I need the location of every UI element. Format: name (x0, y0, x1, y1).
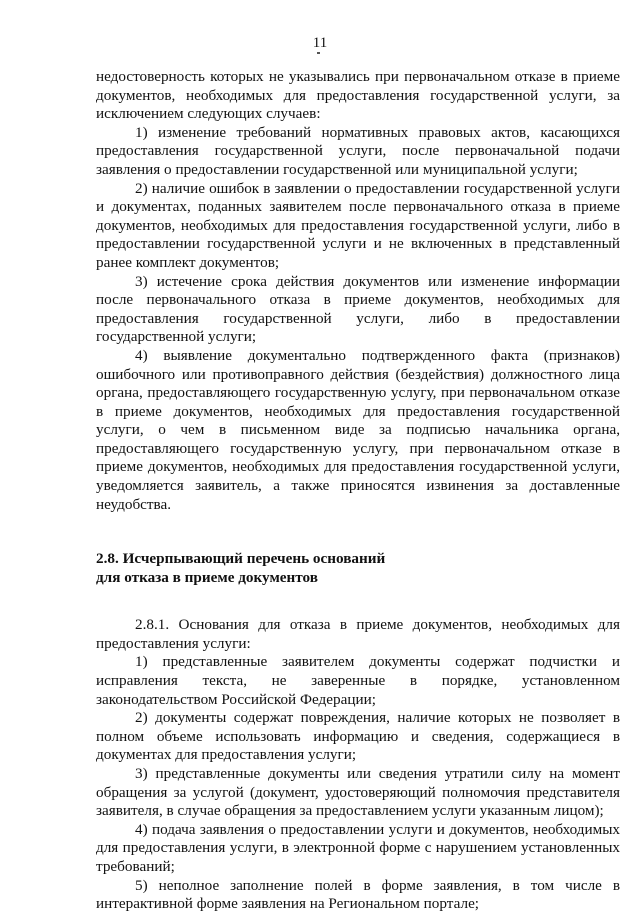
ground-item-4: 4) подача заявления о предоставлении услуги и документов, необходимых для предоставления услуги, в электронной форме с нарушением установленных требований; (96, 820, 620, 875)
list-item-1: 1) изменение требований нормативных правовых актов, касающихся предоставления государственной услуги, после первоначальной подачи заявления о предоставлении государственной или муниципальной услуги; (96, 123, 620, 178)
list-item-3: 3) истечение срока действия документов или изменение информации после первоначального отказа в приеме документов, необходимых для предоставления государственной услуги, либо в предоставлении государственной услуги; (96, 272, 620, 346)
list-item-4: 4) выявление документально подтвержденного факта (признаков) ошибочного или противоправного действия (бездействия) должностного лица органа, предоставляющего государственную услугу, при первоначальном отказе в приеме документов, необходимых для предоставления государственной услуги, о чем в письменном виде за подписью начальника органа, предоставляющего государственную услугу, при первоначальном отказе в приеме документов, необходимых для предоставления государственной услуги, уведомляется заявитель, а также приносятся извинения за доставленные неудобства. (96, 346, 620, 513)
section-heading-line-1: 2.8. Исчерпывающий перечень оснований (96, 550, 386, 568)
document-body (96, 68, 620, 914)
ground-item-5: 5) неполное заполнение полей в форме заявления, в том числе в интерактивной форме заявления на Региональном портале; (96, 876, 620, 913)
ground-item-2: 2) документы содержат повреждения, наличие которых не позволяет в полном объеме использовать информацию и сведения, содержащиеся в документах для предоставления услуги; (96, 709, 620, 764)
clause-2-8-1: 2.8.1. Основания для отказа в приеме документов, необходимых для предоставления услуги: (96, 616, 620, 652)
paragraph-continuation: недостоверность которых не указывались при первоначальном отказе в приеме документов, необходимых для предоставления государственной услуги, за исключением следующих случаев: (96, 68, 620, 123)
section-heading-line-2: для отказа в приеме документов (96, 569, 318, 587)
spacer (96, 587, 620, 616)
list-item-2: 2) наличие ошибок в заявлении о предоставлении государственной услуги и документах, поданных заявителем после первоначального отказа в приеме документов, необходимых для предоставления государственной услуги, либо в предоставлении государственной услуги и не включенных в представленный ранее комплект документов; (96, 179, 620, 271)
ground-item-3: 3) представленные документы или сведения утратили силу на момент обращения за услугой (документ, удостоверяющий полномочия представителя заявителя, в случае обращения за предоставлением услуги указанным лицом); (96, 765, 620, 820)
ground-item-1: 1) представленные заявителем документы содержат подчистки и исправления текста, не заверенные в порядке, установленном законодательством Российской Федерации; (96, 653, 620, 708)
scan-mark (317, 52, 320, 54)
spacer (96, 514, 620, 549)
page-number: 11 (312, 35, 328, 51)
